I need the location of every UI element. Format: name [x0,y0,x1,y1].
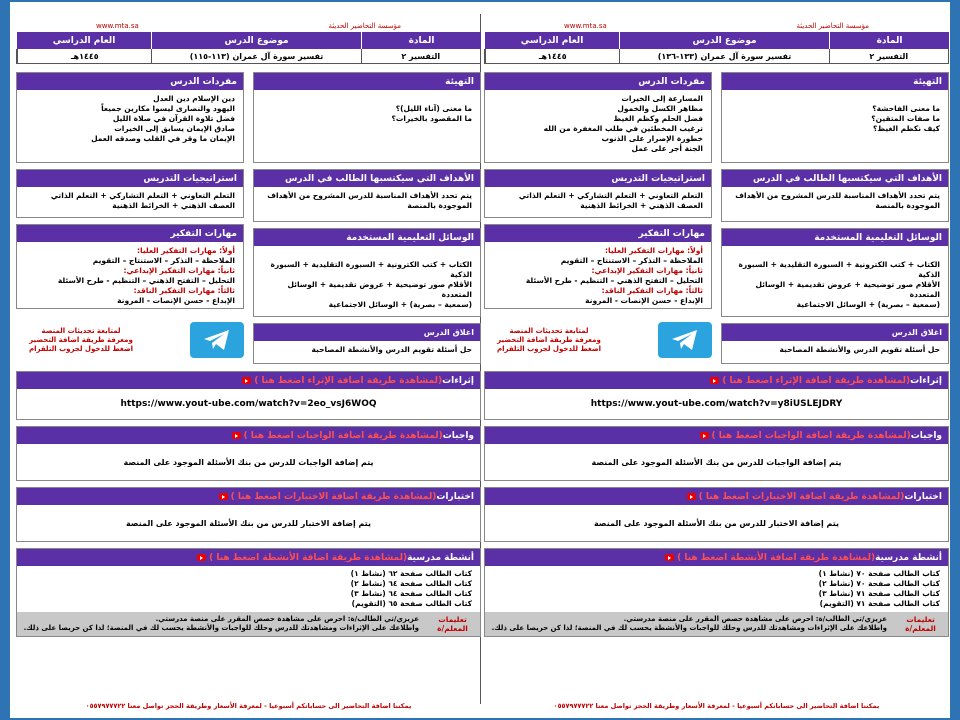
year-label: العام الدراسي [484,32,619,49]
objectives-heading: الأهداف التي سيكتسبها الطالب في الدرس [722,170,948,187]
list-item: اضغط للدخول لجروب التلقرام [28,344,134,353]
thinking-category: ثانياً: مهارات التفكير الإبداعي: [591,266,703,275]
list-item: فضل الحلم وكظم الغيظ [613,114,703,123]
list-item: المسارعة إلى الخيرات [621,94,703,103]
homework-box [16,426,481,481]
closing-heading: اغلاق الدرس [254,324,480,341]
list-item: كتاب الطالب صفحة ٧٠ (نشاط ١) [818,569,940,578]
list-item: اليهود والنصارى ليسوا مكارين جميعاً [101,104,235,113]
activities-box [484,548,949,637]
closing-box [721,323,949,364]
activities-heading [17,549,480,566]
vocab-box [16,72,244,163]
list-item: كتاب الطالب صفحة ٦٢ (نشاط ١) [350,569,472,578]
list-item: كتاب الطالب صفحة ٧١ (التقويم) [819,599,940,608]
notes-label: تعليمات المعلم/ة [905,615,936,633]
list-item: الجنة أجر على عمل [631,144,703,153]
list-item: ما معنى (آناء الليل)؟ [395,104,472,113]
thinking-heading: مهارات التفكير [485,225,711,242]
list-item: كتاب الطالب صفحة ٧٠ (نشاط ٢) [818,579,940,588]
homework-title: واجبات [442,430,474,441]
thinking-skills: الإبداع - حسن الإنصات - المرونة [585,296,703,305]
enrich-url[interactable]: https://www.yout-ube.com/watch?v=y8iUSLEJDRY [590,399,843,409]
thinking-skills: التحليل – التفتح الذهني – التنظيم - طرح الأسئلة [57,276,235,285]
vocab-list [17,90,243,162]
plan-grid [484,72,949,365]
meta-values [16,49,481,64]
lesson-plan-page-right [484,20,949,710]
enrich-title: إثراءات [910,375,942,386]
objectives-text: يتم تحدد الأهداف المناسبة للدرس المشروح من الأهداف الموجودة بالمنصة [267,191,472,210]
tests-heading [17,488,480,505]
meta-header [16,32,481,49]
list-item: (سمعية – بصرية) + الوسائل الاجتماعية [328,300,472,309]
thinking-skills: الإبداع - حسن الإنصات - المرونة [117,296,235,305]
list-item: الأقلام صور توضيحية + عروض تقديمية + الوسائل المتعددة [755,280,940,299]
strategies-box [16,169,244,218]
list-item: كتاب الطالب صفحة ٦٤ (نشاط ٣) [350,589,472,598]
tests-body: يتم إضافة الاختبار للدرس من بنك الأسئلة الموجود على المنصة [125,518,372,528]
promo-text[interactable] [484,327,614,354]
plan-grid [16,72,481,365]
list-item: كتاب الطالب صفحة ٦٤ (نشاط ٢) [350,579,472,588]
list-item: (سمعية – بصرية) + الوسائل الاجتماعية [796,300,940,309]
list-item: عزيزي/تي الطالب/ة: احرص على مشاهدة حصص المقرر على منصة مدرستي. [623,615,887,623]
right-column [253,72,481,365]
homework-heading [485,427,948,444]
strategies-heading: استراتيجيات التدريس [485,170,711,187]
youtube-icon[interactable] [242,377,251,384]
telegram-promo[interactable] [484,315,712,365]
objectives-text: يتم تحدد الأهداف المناسبة للدرس المشروح من الأهداف الموجودة بالمنصة [735,191,940,210]
enrich-heading [485,372,948,389]
closing-heading: اغلاق الدرس [722,324,948,341]
warmup-list [254,90,480,162]
media-box [253,228,481,317]
objectives-box [721,169,949,222]
homework-how-link[interactable]: (لمشاهدة طريقة اضافة الواجبات اضغط هنا ) [243,430,443,441]
media-heading: الوسائل التعليمية المستخدمة [722,229,948,246]
strategies-list [485,187,711,217]
vocab-heading: مفردات الدرس [485,73,711,90]
enrich-how-link[interactable]: (لمشاهدة طريقة اضافة الإثراء اضغط هنا ) [722,375,911,386]
lesson-plan-page-left [16,20,481,710]
right-column [721,72,949,365]
page-footer: يمكننا اضافة التحاضير الى حساباتكم أسبوعيا - لمعرفة الأسعار وطريقة الحجز تواصل معنا ٠٥٥٧٩٧٧٧٢٢ [553,702,880,710]
site-link[interactable]: www.mta.sa [564,22,607,30]
list-item: الإيمان ما وقر في القلب وصدقه العمل [91,134,235,143]
activities-how-link[interactable]: (لمشاهدة طريقة اضافة الأنشطة اضغط هنا ) [209,552,408,563]
left-column [484,72,712,365]
enrich-title: إثراءات [442,375,474,386]
list-item: خطورة الإصرار على الذنوب [601,134,703,143]
tests-heading [485,488,948,505]
thinking-category: ثالثاً: مهارات التفكير الناقد: [133,286,235,295]
page-header [484,20,949,32]
thinking-skills: الملاحظة – التذكر – الاستنتاج – التقويم [560,256,703,265]
activities-title: أنشطة مدرسية [407,552,474,563]
closing-text: حل أسئلة تقويم الدرس والأنشطة المصاحبة [311,345,472,354]
list-item: ومعرفة طريقة اضافة التحضير [29,335,133,344]
tests-box [16,487,481,542]
thinking-skills: التحليل – التفتح الذهني – التنظيم - طرح الأسئلة [525,276,703,285]
homework-title: واجبات [910,430,942,441]
topic-label: موضوع الدرس [151,32,361,49]
telegram-icon[interactable] [190,322,244,358]
teacher-notes [485,612,948,636]
closing-text: حل أسئلة تقويم الدرس والأنشطة المصاحبة [779,345,940,354]
institution-name: مؤسسة التحاضير الحديثة [328,22,401,30]
list-item: العصف الذهني + الخرائط الذهنية [580,201,703,210]
list-item: مظاهر الكسل والخمول [617,104,703,113]
tests-body: يتم إضافة الاختبار للدرس من بنك الأسئلة الموجود على المنصة [593,518,840,528]
list-item: كتاب الطالب صفحة ٧١ (نشاط ٣) [818,589,940,598]
list-item: الكتاب + كتب الكترونية + السبورة التقليدية + السبورة الذكية [270,260,472,279]
strategies-box [484,169,712,218]
list-item: ما المقصود بالخيرات؟ [391,114,472,123]
activities-box [16,548,481,637]
subject-value: التفسير ٢ [829,49,948,63]
tests-box [484,487,949,542]
thinking-category: ثالثاً: مهارات التفكير الناقد: [601,286,703,295]
enrich-box [484,371,949,420]
youtube-icon[interactable] [232,432,241,439]
subject-label: المادة [829,32,949,49]
vocab-list [485,90,711,162]
telegram-icon[interactable] [658,322,712,358]
topic-label: موضوع الدرس [619,32,829,49]
homework-box [484,426,949,481]
enrich-body [17,389,480,419]
tests-title: اختبارات [904,491,942,502]
page-footer: يمكننا اضافة التحاضير الى حساباتكم أسبوعيا - لمعرفة الأسعار وطريقة الحجز تواصل معنا ٠٥٥٧٩٧٧٧٢٢ [85,702,412,710]
homework-heading [17,427,480,444]
list-item: ما صفات المتقين؟ [871,114,940,123]
tests-how-link[interactable]: (لمشاهدة طريقة اضافة الاختبارات اضغط هنا ) [230,491,437,502]
list-item: كتاب الطالب صفحة ٦٥ (التقويم) [351,599,472,608]
subject-value: التفسير ٢ [361,49,480,63]
enrich-how-link[interactable]: (لمشاهدة طريقة اضافة الإثراء اضغط هنا ) [254,375,443,386]
institution-name: مؤسسة التحاضير الحديثة [796,22,869,30]
notes-text [485,613,893,635]
activities-how-link[interactable]: (لمشاهدة طريقة اضافة الأنشطة اضغط هنا ) [677,552,876,563]
warmup-box [253,72,481,163]
topic-value: تفسير سورة آل عمران (١٣٣-١٣٦) [619,49,828,63]
youtube-icon[interactable] [665,554,674,561]
activities-title: أنشطة مدرسية [875,552,942,563]
warmup-box [721,72,949,163]
list-item: صادق الإيمان يسابق إلى الخيرات [114,124,235,133]
tests-how-link[interactable]: (لمشاهدة طريقة اضافة الاختبارات اضغط هنا ) [698,491,905,502]
year-value: ١٤٤٥هـ [485,49,619,63]
list-item: لمتابعة تحديثات المنصة [509,326,589,335]
warmup-heading: التهيئة [254,73,480,90]
list-item: التعلم التعاوني + التعلم التشاركي + التعلم الذاتي [518,191,703,200]
page-header [16,20,481,32]
strategies-list [17,187,243,217]
list-item: واطلاعك على الإثراءات ومشاهدتك للدرس وحلك للواجبات والأنشطة يحسب لك في المنصة؛ لذا كن حريصا على ذلك. [491,624,887,632]
media-box [721,228,949,317]
meta-values [484,49,949,64]
list-item: الكتاب + كتب الكترونية + السبورة التقليدية + السبورة الذكية [738,260,940,279]
list-item: فضل تلاوة القرآن في صلاة الليل [112,114,235,123]
telegram-promo[interactable] [16,315,244,365]
list-item: دين الإسلام دين العدل [153,94,235,103]
thinking-category: أولاً: مهارات التفكير العليا: [605,246,703,255]
thinking-list [17,242,243,308]
list-item: ما معنى الفاحشة؟ [872,104,940,113]
objectives-heading: الأهداف التي سيكتسبها الطالب في الدرس [254,170,480,187]
thinking-list [485,242,711,308]
thinking-heading: مهارات التفكير [17,225,243,242]
activities-heading [485,549,948,566]
notes-label: تعليمات المعلم/ة [437,615,468,633]
youtube-icon[interactable] [687,493,696,500]
vocab-heading: مفردات الدرس [17,73,243,90]
notes-text [17,613,425,635]
year-label: العام الدراسي [16,32,151,49]
warmup-list [722,90,948,162]
enrich-body [485,389,948,419]
list-item: عزيزي/تي الطالب/ة: احرص على مشاهدة حصص المقرر على منصة مدرستي. [155,615,419,623]
warmup-heading: التهيئة [722,73,948,90]
teacher-notes [17,612,480,636]
list-item: اضغط للدخول لجروب التلقرام [496,344,602,353]
enrich-box [16,371,481,420]
list-item: العصف الذهني + الخرائط الذهنية [112,201,235,210]
objectives-box [253,169,481,222]
tests-title: اختبارات [436,491,474,502]
homework-body: يتم إضافة الواجبات للدرس من بنك الأسئلة الموجود على المنصة [591,457,842,467]
subject-label: المادة [361,32,481,49]
meta-header [484,32,949,49]
youtube-icon[interactable] [700,432,709,439]
site-link[interactable]: www.mta.sa [96,22,139,30]
strategies-heading: استراتيجيات التدريس [17,170,243,187]
media-list [254,246,480,316]
youtube-icon[interactable] [219,493,228,500]
activities-list [17,566,480,612]
homework-how-link[interactable]: (لمشاهدة طريقة اضافة الواجبات اضغط هنا ) [711,430,911,441]
thinking-skills: الملاحظة – التذكر – الاستنتاج – التقويم [92,256,235,265]
list-item: ترغيب المخطئين في طلب المغفرة من الله [543,124,703,133]
topic-value: تفسير سورة آل عمران (١١٣-١١٥) [151,49,360,63]
list-item: واطلاعك على الإثراءات ومشاهدتك للدرس وحلك للواجبات والأنشطة يحسب لك في المنصة؛ لذا كن حريصا على ذلك. [23,624,419,632]
list-item: لمتابعة تحديثات المنصة [41,326,121,335]
list-item: كيف نكظم الغيظ؟ [872,124,940,133]
youtube-icon[interactable] [197,554,206,561]
activities-list [485,566,948,612]
thinking-category: أولاً: مهارات التفكير العليا: [137,246,235,255]
vocab-box [484,72,712,163]
left-column [16,72,244,365]
homework-body: يتم إضافة الواجبات للدرس من بنك الأسئلة الموجود على المنصة [123,457,374,467]
enrich-url[interactable]: https://www.yout-ube.com/watch?v=2eo_vsJ6WOQ [120,399,377,409]
closing-box [253,323,481,364]
thinking-category: ثانياً: مهارات التفكير الإبداعي: [123,266,235,275]
year-value: ١٤٤٥هـ [17,49,151,63]
thinking-box [484,224,712,309]
media-list [722,246,948,316]
thinking-box [16,224,244,309]
list-item: التعلم التعاوني + التعلم التشاركي + التعلم الذاتي [50,191,235,200]
list-item: الأقلام صور توضيحية + عروض تقديمية + الوسائل المتعددة [287,280,472,299]
list-item: ومعرفة طريقة اضافة التحضير [497,335,601,344]
enrich-heading [17,372,480,389]
youtube-icon[interactable] [710,377,719,384]
media-heading: الوسائل التعليمية المستخدمة [254,229,480,246]
promo-text[interactable] [16,327,146,354]
